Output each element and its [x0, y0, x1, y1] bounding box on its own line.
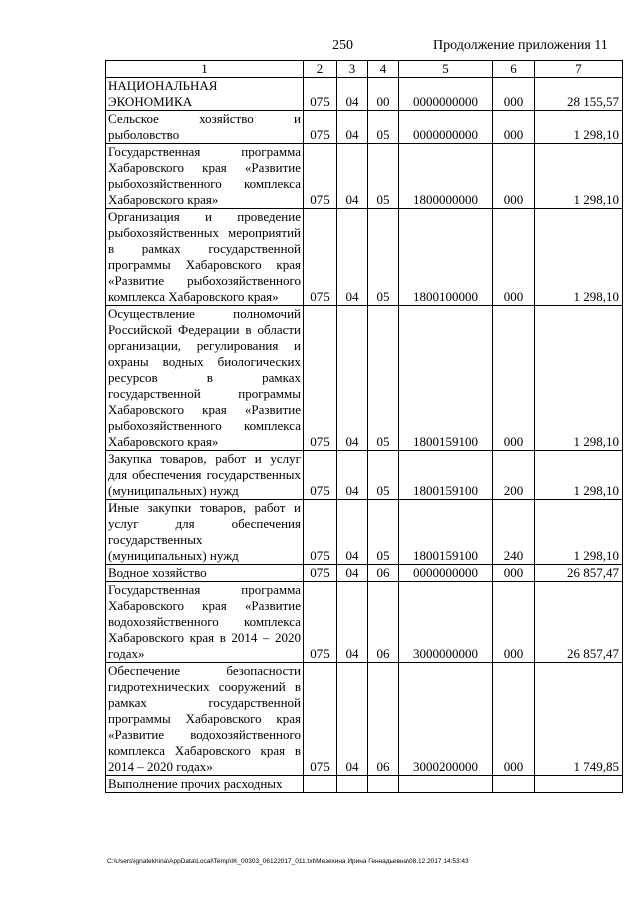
row-label: Сельское хозяйство и рыболовство	[106, 111, 304, 144]
target-article-code: 1800159100	[399, 500, 493, 565]
table-row	[106, 209, 623, 306]
target-article-code: 1800000000	[399, 144, 493, 209]
target-article-code: 1800159100	[399, 306, 493, 451]
expense-type-code: 240	[493, 500, 535, 565]
section-code: 04	[337, 306, 368, 451]
footer-file-path: C:\Users\ignatekhina\AppData\Local\Temp\IK_00303_06122017_011.txt\Мезехина Ирина Геннадьевна\08.12.2017 14:53:43	[107, 858, 469, 865]
subsection-code: 05	[368, 111, 399, 144]
table-row	[106, 78, 623, 111]
amount: 1 749,85	[535, 663, 623, 776]
expense-type-code: 000	[493, 78, 535, 111]
amount: 28 155,57	[535, 78, 623, 111]
table-row	[106, 582, 623, 663]
subsection-code: 06	[368, 565, 399, 582]
column-header: 7	[535, 61, 623, 78]
section-code: 04	[337, 565, 368, 582]
section-code	[337, 776, 368, 793]
target-article-code	[399, 776, 493, 793]
row-label: Организация и проведение рыбохозяйственных мероприятий в рамках государственной программы Хабаровского края «Развитие рыбохозяйственного комплекса Хабаровского края»	[106, 209, 304, 306]
budget-table	[105, 60, 623, 793]
page-number: 250	[332, 38, 353, 53]
amount: 1 298,10	[535, 500, 623, 565]
section-code: 04	[337, 111, 368, 144]
row-label: Закупка товаров, работ и услуг для обеспечения государственных (муниципальных) нужд	[106, 451, 304, 500]
expense-type-code: 000	[493, 582, 535, 663]
admin-code: 075	[304, 306, 337, 451]
column-header: 6	[493, 61, 535, 78]
column-numbers-row	[106, 61, 623, 78]
table-row	[106, 565, 623, 582]
row-label: Выполнение прочих расходных	[106, 776, 304, 793]
table-row	[106, 500, 623, 565]
subsection-code: 06	[368, 582, 399, 663]
admin-code: 075	[304, 663, 337, 776]
admin-code: 075	[304, 451, 337, 500]
column-header: 4	[368, 61, 399, 78]
admin-code: 075	[304, 78, 337, 111]
continuation-caption: Продолжение приложения 11	[433, 38, 608, 53]
subsection-code: 05	[368, 500, 399, 565]
expense-type-code: 000	[493, 111, 535, 144]
table-row	[106, 144, 623, 209]
section-code: 04	[337, 209, 368, 306]
target-article-code: 3000000000	[399, 582, 493, 663]
table-row	[106, 306, 623, 451]
column-header: 5	[399, 61, 493, 78]
target-article-code: 1800100000	[399, 209, 493, 306]
subsection-code: 06	[368, 663, 399, 776]
amount: 1 298,10	[535, 209, 623, 306]
subsection-code: 00	[368, 78, 399, 111]
admin-code: 075	[304, 565, 337, 582]
table-row	[106, 663, 623, 776]
expense-type-code: 200	[493, 451, 535, 500]
section-code: 04	[337, 78, 368, 111]
admin-code: 075	[304, 144, 337, 209]
amount: 26 857,47	[535, 582, 623, 663]
admin-code: 075	[304, 209, 337, 306]
target-article-code: 1800159100	[399, 451, 493, 500]
subsection-code	[368, 776, 399, 793]
row-label: Иные закупки товаров, работ и услуг для обеспечения государственных (муниципальных) нужд	[106, 500, 304, 565]
expense-type-code	[493, 776, 535, 793]
row-label: Водное хозяйство	[106, 565, 304, 582]
expense-type-code: 000	[493, 663, 535, 776]
admin-code	[304, 776, 337, 793]
amount: 1 298,10	[535, 111, 623, 144]
section-code: 04	[337, 582, 368, 663]
admin-code: 075	[304, 500, 337, 565]
expense-type-code: 000	[493, 209, 535, 306]
column-header: 1	[106, 61, 304, 78]
subsection-code: 05	[368, 306, 399, 451]
section-code: 04	[337, 500, 368, 565]
section-code: 04	[337, 663, 368, 776]
amount: 1 298,10	[535, 144, 623, 209]
table-row	[106, 111, 623, 144]
row-label: Осуществление полномочий Российской Федерации в области организации, регулирования и охраны водных биологических ресурсов в рамках государственной программы Хабаровского края «Развитие рыбохозяйственного комплекса Хабаровского края»	[106, 306, 304, 451]
expense-type-code: 000	[493, 306, 535, 451]
row-label: Государственная программа Хабаровского края «Развитие рыбохозяйственного комплекса Хабаровского края»	[106, 144, 304, 209]
target-article-code: 3000200000	[399, 663, 493, 776]
target-article-code: 0000000000	[399, 565, 493, 582]
target-article-code: 0000000000	[399, 78, 493, 111]
target-article-code: 0000000000	[399, 111, 493, 144]
expense-type-code: 000	[493, 565, 535, 582]
table-row	[106, 451, 623, 500]
subsection-code: 05	[368, 209, 399, 306]
subsection-code: 05	[368, 451, 399, 500]
subsection-code: 05	[368, 144, 399, 209]
table-row	[106, 776, 623, 793]
section-code: 04	[337, 451, 368, 500]
column-header: 2	[304, 61, 337, 78]
row-label: Государственная программа Хабаровского края «Развитие водохозяйственного комплекса Хабаровского края в 2014 – 2020 годах»	[106, 582, 304, 663]
column-header: 3	[337, 61, 368, 78]
row-label: НАЦИОНАЛЬНАЯ ЭКОНОМИКА	[106, 78, 304, 111]
row-label: Обеспечение безопасности гидротехнических сооружений в рамках государственной программы Хабаровского края «Развитие водохозяйственного комплекса Хабаровского края в 2014 – 2020 годах»	[106, 663, 304, 776]
amount	[535, 776, 623, 793]
admin-code: 075	[304, 111, 337, 144]
admin-code: 075	[304, 582, 337, 663]
amount: 1 298,10	[535, 451, 623, 500]
expense-type-code: 000	[493, 144, 535, 209]
amount: 1 298,10	[535, 306, 623, 451]
section-code: 04	[337, 144, 368, 209]
amount: 26 857,47	[535, 565, 623, 582]
